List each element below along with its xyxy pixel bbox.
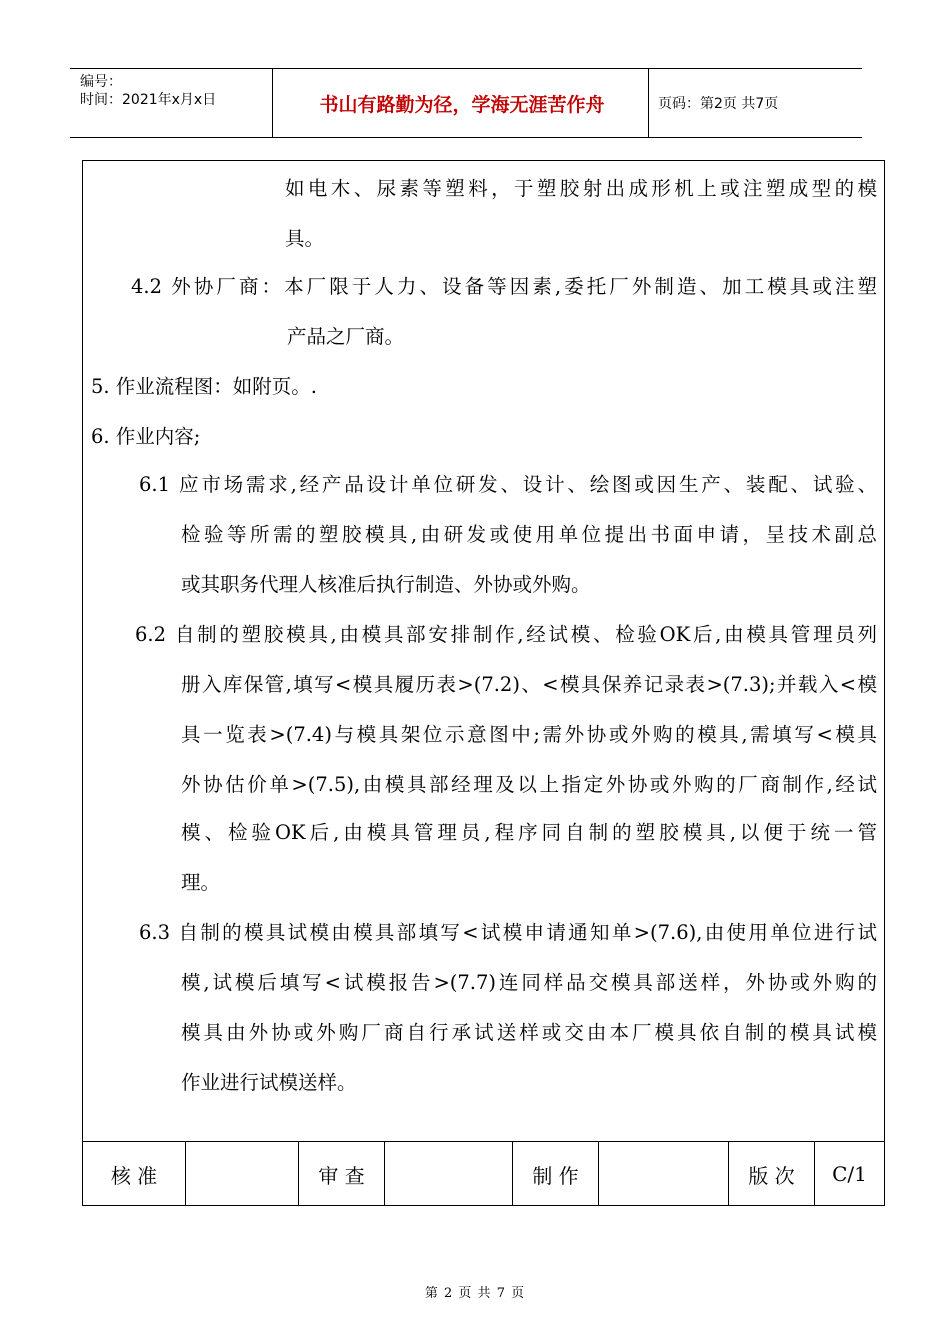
section-heading: 5. 作业流程图：如附页。. <box>91 375 318 398</box>
page-header <box>70 68 862 138</box>
body-line: 产品之厂商。 <box>287 325 405 348</box>
body-line: 具一览表>(7.4)与模具架位示意图中;需外协或外购的模具,需填写<模具 <box>181 723 877 746</box>
body-line: 模,试模后填写<试模报告>(7.7)连同样品交模具部送样，外协或外购的 <box>181 971 877 994</box>
body-line: 6.1 应市场需求,经产品设计单位研发、设计、绘图或因生产、装配、试验、 <box>139 473 877 496</box>
body-line: 6.3 自制的模具试模由模具部填写<试模申请通知单>(7.6),由使用单位进行试 <box>139 921 877 944</box>
body-line: 模、检验OK后,由模具管理员,程序同自制的塑胶模具,以便于统一管 <box>181 821 877 844</box>
body-line: 如电木、尿素等塑料，于塑胶射出成形机上或注塑成型的模 <box>285 177 877 200</box>
body-line: 4.2 外协厂商：本厂限于人力、设备等因素,委托厂外制造、加工模具或注塑 <box>131 275 877 298</box>
header-divider-1 <box>272 69 273 137</box>
header-page-info: 页码：第2页 共7页 <box>658 96 779 112</box>
section-heading: 6. 作业内容; <box>91 425 201 448</box>
approve-value <box>186 1142 299 1206</box>
version-label: 版 次 <box>729 1142 815 1206</box>
review-label: 审 查 <box>299 1142 385 1206</box>
page-footer: 第 2 页 共 7 页 <box>424 1286 526 1301</box>
body-line: 具。 <box>285 227 325 250</box>
make-value <box>599 1142 729 1206</box>
body-line: 作业进行试模送样。 <box>181 1071 357 1094</box>
body-line: 外协估价单>(7.5),由模具部经理及以上指定外协或外购的厂商制作,经试 <box>181 773 877 796</box>
body-line: 册入库保管,填写<模具履历表>(7.2)、<模具保养记录表>(7.3);并载入<模 <box>181 673 877 696</box>
make-label: 制 作 <box>513 1142 599 1206</box>
signoff-row <box>83 1141 884 1206</box>
header-divider-2 <box>648 69 649 137</box>
version-value: C/1 <box>832 1162 867 1186</box>
body-line: 理。 <box>181 871 221 894</box>
header-meta <box>80 73 216 109</box>
body-line: 检验等所需的塑胶模具,由研发或使用单位提出书面申请，呈技术副总 <box>181 523 877 546</box>
body-line: 或其职务代理人核准后执行制造、外协或外购。 <box>181 573 591 596</box>
document-frame <box>82 160 885 1206</box>
doc-number-label: 编号： <box>80 74 122 90</box>
body-line: 模具由外协或外购厂商自行承试送样或交由本厂模具依自制的模具试模 <box>181 1021 877 1044</box>
date-label: 时间：2021年x月x日 <box>80 92 217 108</box>
review-value <box>385 1142 513 1206</box>
body-line: 6.2 自制的塑胶模具,由模具部安排制作,经试模、检验OK后,由模具管理员列 <box>135 623 877 646</box>
header-motto: 书山有路勤为径，学海无涯苦作舟 <box>319 93 605 116</box>
approve-label: 核 准 <box>83 1142 186 1206</box>
